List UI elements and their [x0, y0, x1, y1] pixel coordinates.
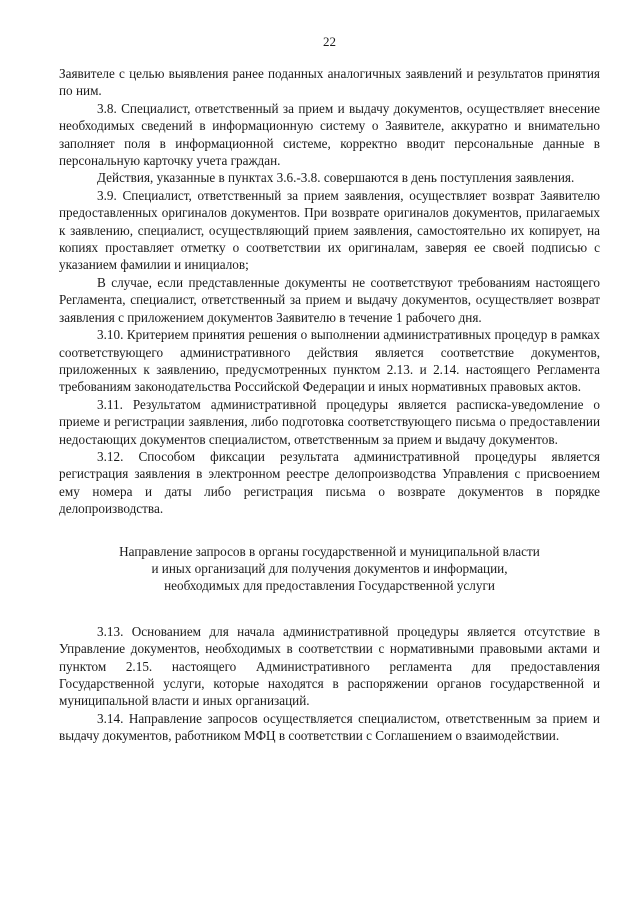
paragraph-3-11: 3.11. Результатом административной процедуры является расписка-уведомление о приеме и регистрации заявления, либо подготовка соответствующего письма о предоставлении недостающих документов специалистом, ответственным за прием и выдачу документов. [59, 396, 600, 447]
section-gap [59, 518, 600, 532]
section-heading-line: Направление запросов в органы государственной и муниципальной власти [119, 543, 540, 559]
section-heading-line: необходимых для предоставления Государственной услуги [164, 578, 495, 594]
section-heading [59, 543, 600, 595]
paragraph-3-12: 3.12. Способом фиксации результата административной процедуры является регистрация заявления в электронном реестре делопроизводства Управления с присвоением ему номера и даты либо регистрация письма о возврате документов в порядке делопроизводства. [59, 448, 600, 517]
section-heading-line: и иных организаций для получения документов и информации, [151, 560, 508, 576]
page-number: 22 [323, 34, 336, 49]
paragraph-continuation: Заявителе с целью выявления ранее поданных аналогичных заявлений и результатов принятия по ним. [59, 66, 600, 99]
section-gap [59, 609, 600, 623]
paragraph-3-9: 3.9. Специалист, ответственный за прием заявления, осуществляет возврат Заявителю предоставленных оригиналов документов. При возврате оригиналов документов, прилагаемых к заявлению, специалист, осуществляющий прием заявления, самостоятельно их копирует, на копиях проставляет отметку о соответствии их оригиналам, заверяя ее своей подписью с указанием фамилии и инициалов; [59, 187, 600, 273]
paragraph-3-10: 3.10. Критерием принятия решения о выполнении административных процедур в рамках соответствующего административного действия является соответствие документов, приложенных к заявлению, предусмотренных пунктом 2.13. и 2.14. настоящего Регламента требованиям законодательства Российской Федерации и иных нормативных правовых актов. [59, 327, 600, 395]
paragraph-return-case: В случае, если представленные документы не соответствуют требованиям настоящего Регламента, специалист, ответственный за прием и выдачу документов, осуществляет возврат заявления с приложением документов Заявителю в течение 1 рабочего дня. [59, 274, 600, 325]
paragraph-3-8: 3.8. Специалист, ответственный за прием и выдачу документов, осуществляет внесение необходимых сведений в информационную систему о Заявителе, аккуратно и внимательно заполняет поля в информационной системе, корректно вводит персональные данные в персональную карточку учета граждан. [59, 100, 600, 169]
document-page [59, 34, 600, 745]
paragraph-3-14: 3.14. Направление запросов осуществляется специалистом, ответственным за прием и выдачу документов, работником МФЦ в соответствии с Соглашением о взаимодействии. [59, 710, 600, 744]
paragraph-3-13: 3.13. Основанием для начала административной процедуры является отсутствие в Управление документов, необходимых в соответствии с нормативными правовыми актами и пунктом 2.15. настоящего Административного регламента для предоставления Государственной услуги, которые находятся в распоряжении органов государственной и муниципальной власти и иных организаций. [59, 623, 600, 709]
paragraph-actions-note: Действия, указанные в пунктах 3.6.-3.8. совершаются в день поступления заявления. [97, 170, 575, 186]
